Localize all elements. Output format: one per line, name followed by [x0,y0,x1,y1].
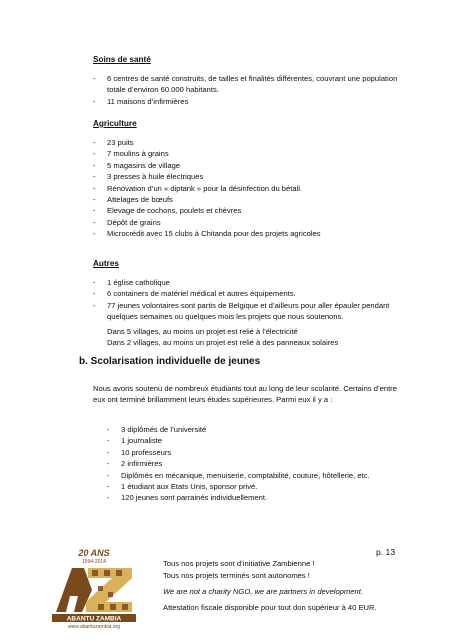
list-item: - 77 jeunes volontaires sont partis de Belgique et d’ailleurs pour aller épauler pendant quelques semaines ou quelques mois les projets que nous soutenons. [93,300,390,322]
list-item: - Elevage de cochons, poulets et chèvres [93,206,242,216]
logo-graphic [48,546,140,630]
agriculture-list [93,137,411,240]
page-number: p. 13 [376,547,396,557]
list-item: - 6 centres de santé construits, de tailles et finalités différentes, couvrant une population totale d’environ 60.000 habitants. [93,74,398,95]
list-item: - 2 infirmières [107,459,163,469]
list-item: - 1 étudiant aux Etats Unis, sponsor privé. [107,482,258,492]
sante-heading: Soins de santé [93,55,151,64]
footer-line-4: Attestation fiscale disponible pour tout don supérieur à 40 EUR. [163,603,377,612]
agriculture-heading: Agriculture [93,119,137,128]
sante-list [93,73,411,107]
footer-line-1: Tous nos projets sont d’initiative Zambienne ! [163,559,315,568]
list-item: - 3 diplômés de l’université [107,425,207,434]
autres-heading: Autres [93,259,119,268]
list-item: - 1 église catholique [93,278,170,287]
list-item: - 23 puits [93,138,134,147]
intro-paragraph: Nous avons soutenu de nombreux étudiants tout au long de leur scolarité. Certains d’entre eux ont terminé brillamment leurs études supérieures. Parmi eux il y a : [93,384,397,405]
scolarisation-list [107,424,417,504]
list-item: - 6 containers de matériel médical et autres équipements. [93,289,296,299]
list-item: - 11 maisons d’infirmières [93,96,189,106]
list-item: - 7 moulins à grains [93,149,169,159]
list-item: - Attelages de bœufs [93,195,173,205]
list-item: - Dépôt de grains [93,217,161,227]
list-item: - Microcrédit avec 15 clubs à Chitanda pour des projets agricoles [93,229,321,239]
list-item: - 120 jeunes sont parrainés individuellement. [107,493,268,503]
list-item: - 10 professeurs [107,447,172,457]
abantu-zambia-logo [48,546,140,630]
list-item: - Rénovation d’un « diptank » pour la désinfection du bétail. [93,183,303,193]
autres-list [93,277,411,323]
logo-name: ABANTU ZAMBIA [66,615,122,623]
list-item: - 3 presses à huile électriques [93,172,204,182]
logo-years: 1994-2014 [82,559,106,565]
footer-line-2: Tous nos projets terminés sont autonomes ! [163,571,310,580]
footer-line-3: We are not a charity NGO, we are partners in development. [163,587,363,596]
section-title: b. Scolarisation individuelle de jeunes [79,356,261,367]
list-item: - 5 magasins de village [93,160,181,170]
solar-note: Dans 2 villages, au moins un projet est relié à des panneaux solaires [107,338,339,347]
logo-anniv: 20 ANS [78,548,110,558]
logo-url: www.abantuzambia.org [68,624,120,630]
list-item: - Diplômés en mécanique, menuiserie, comptabilité, couture, hôtellerie, etc. [107,470,370,480]
electricity-note: Dans 5 villages, au moins un projet est relié à l’électricité [107,327,298,336]
list-item: - 1 journaliste [107,436,162,446]
